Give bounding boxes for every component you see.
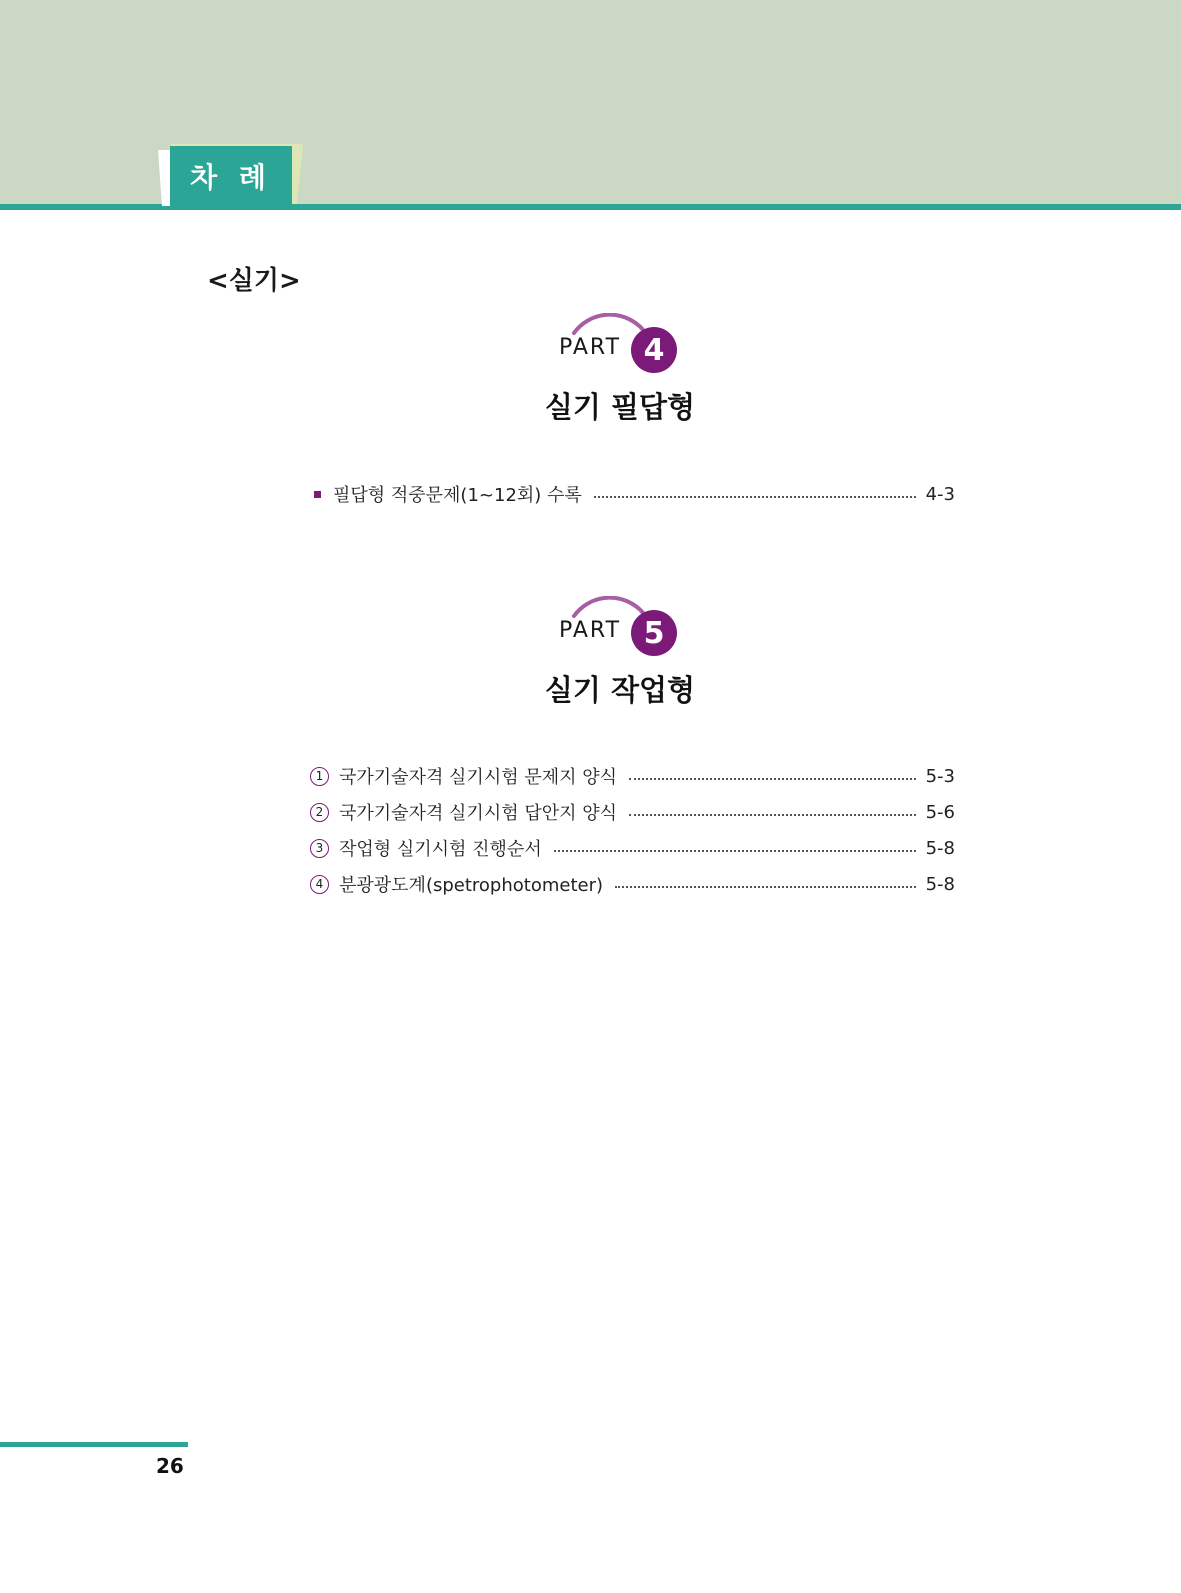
part-label: PART	[559, 618, 622, 643]
leader-dots	[629, 814, 916, 816]
toc-entry-page: 5-8	[925, 837, 955, 859]
circled-number-icon: 4	[310, 875, 329, 894]
toc-entry[interactable]	[310, 830, 955, 866]
toc-entry-title: 국가기술자격 실기시험 답안지 양식	[339, 803, 617, 824]
circled-number-icon: 2	[310, 803, 329, 822]
part-number-badge: 5	[631, 610, 677, 656]
page-number: 26	[156, 1454, 184, 1478]
toc-entry-page: 4-3	[925, 483, 955, 505]
leader-dots	[554, 850, 916, 852]
toc-entry-page: 5-6	[925, 801, 955, 823]
part-title: 실기 작업형	[544, 673, 696, 707]
part-5-toc	[310, 758, 955, 902]
footer-divider	[0, 1442, 188, 1447]
square-bullet-icon	[314, 491, 321, 498]
toc-entry-title: 작업형 실기시험 진행순서	[339, 839, 542, 860]
toc-entry[interactable]	[310, 476, 955, 512]
leader-dots	[629, 778, 916, 780]
section-title: <실기>	[207, 266, 301, 296]
circled-number-icon: 1	[310, 767, 329, 786]
contents-tab: 차 례	[170, 146, 292, 206]
toc-entry-page: 5-3	[925, 765, 955, 787]
toc-entry-title: 국가기술자격 실기시험 문제지 양식	[339, 767, 617, 788]
part-4-toc	[310, 476, 955, 512]
toc-entry-page: 5-8	[925, 873, 955, 895]
part-title: 실기 필답형	[544, 390, 696, 424]
toc-entry[interactable]	[310, 866, 955, 902]
part-label: PART	[559, 335, 622, 360]
part-number-badge: 4	[631, 327, 677, 373]
circled-number-icon: 3	[310, 839, 329, 858]
leader-dots	[615, 886, 916, 888]
leader-dots	[594, 496, 916, 498]
toc-entry-title: 분광광도계(spetrophotometer)	[339, 875, 603, 896]
toc-entry[interactable]	[310, 758, 955, 794]
toc-entry[interactable]	[310, 794, 955, 830]
part-5-heading	[480, 596, 760, 716]
part-4-heading	[480, 313, 760, 433]
toc-entry-title: 필답형 적중문제(1~12회) 수록	[333, 485, 582, 506]
